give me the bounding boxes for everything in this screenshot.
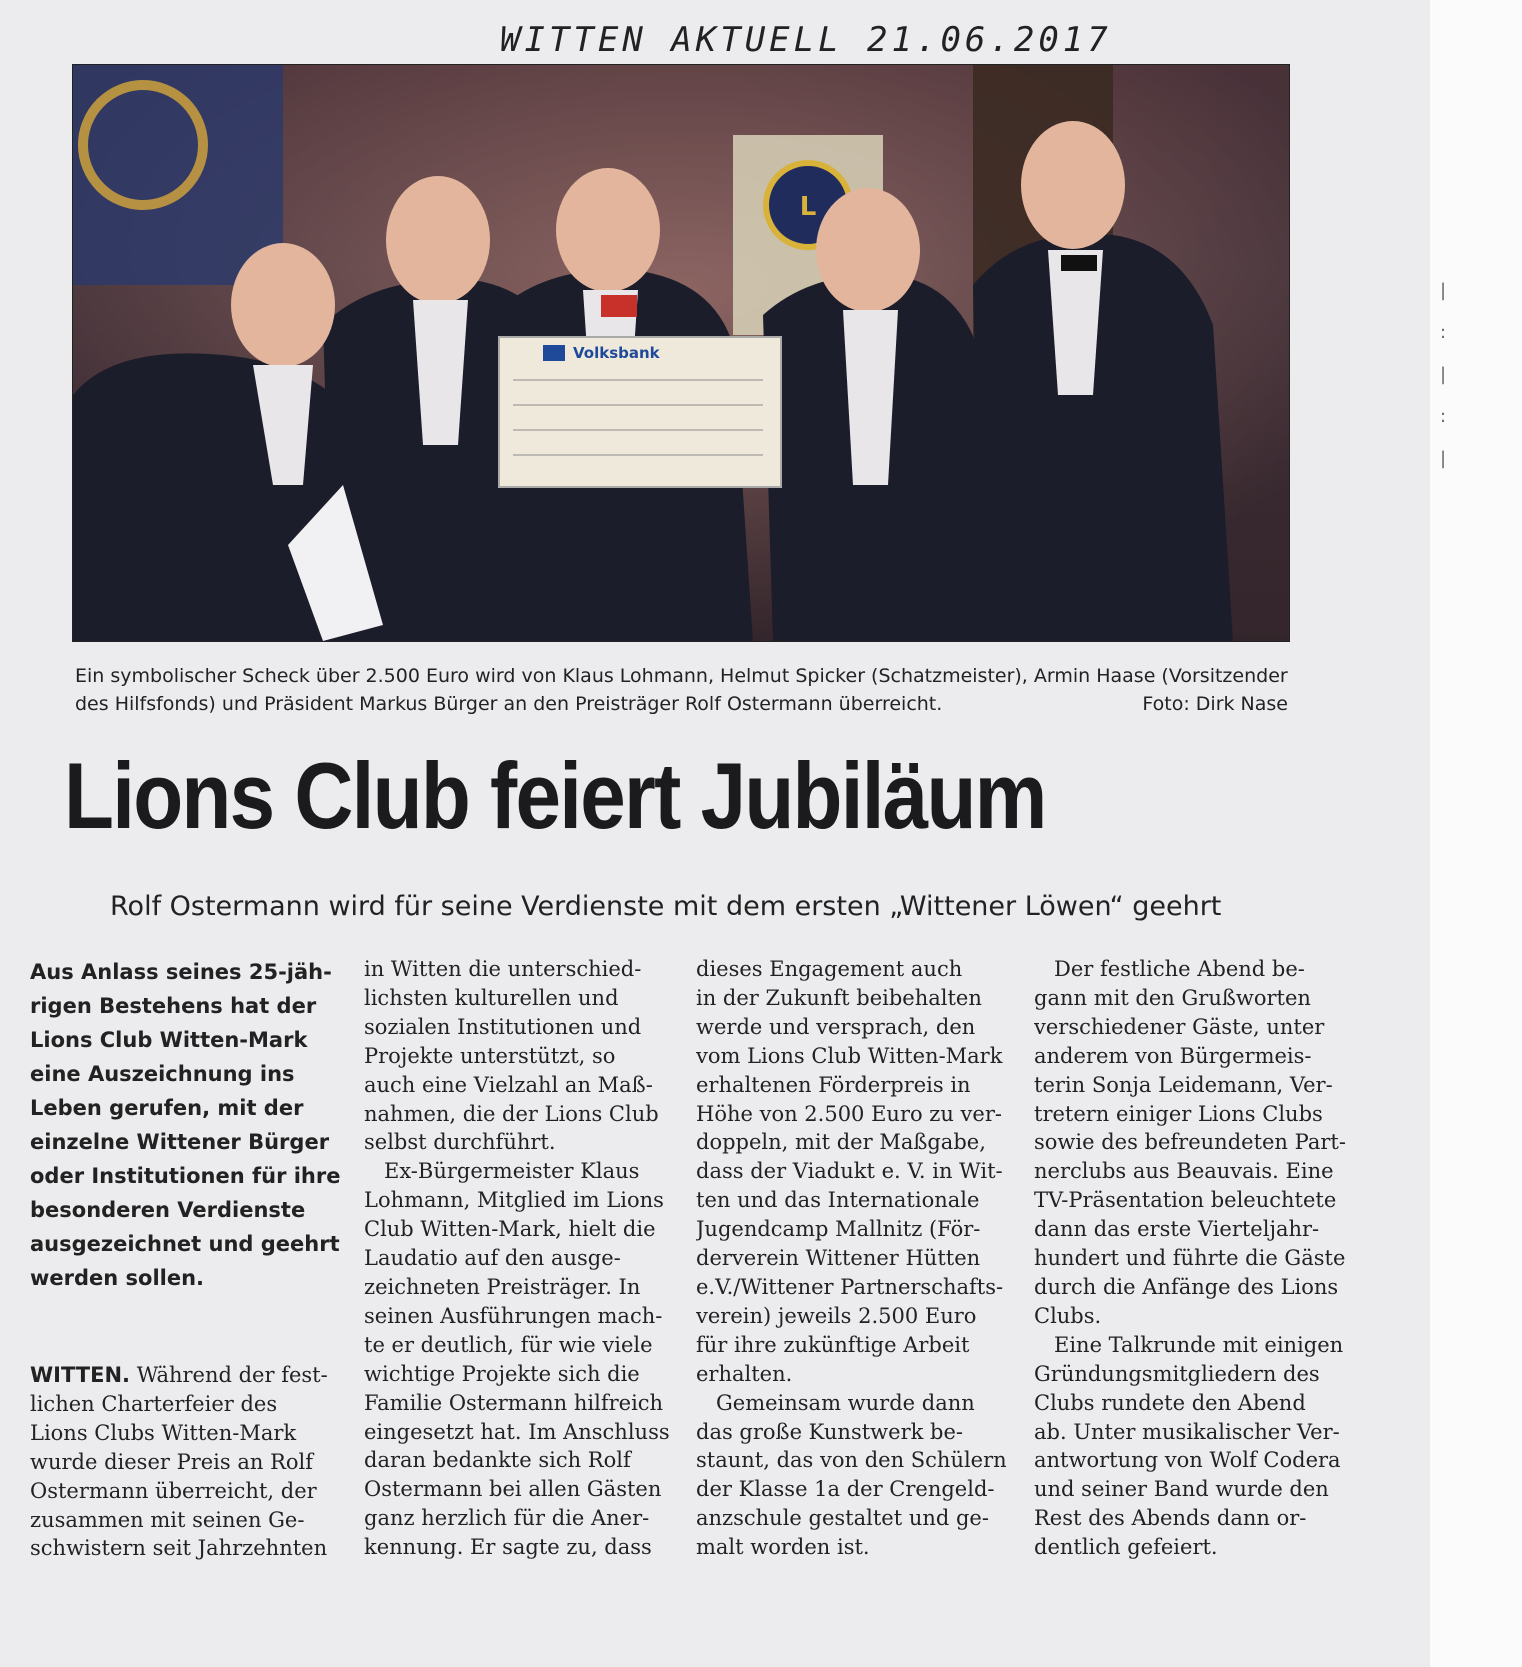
- subheadline: Rolf Ostermann wird für seine Verdienste mit dem ersten „Wittener Löwen“ geehrt: [110, 891, 1222, 922]
- photo-illustration: [73, 65, 1289, 641]
- body-paragraph-2: in Witten die unterschied- lichsten kulturellen und sozialen Institutionen und Projekte unterstützt, so auch eine Vielzahl an Maß- nahmen, die der Lions Club selbst durchführt.: [364, 957, 659, 1155]
- body-paragraph-3: Ex-Bürgermeister Klaus Lohmann, Mitglied im Lions Club Witten-Mark, hielt die Laudatio auf den ausge- zeichneten Preisträger. In seinen Ausführungen mach- te er deutlich, für wie viele wichtige Projekte sich die Familie Ostermann hilfreich eingesetzt hat. Im Anschluss daran bedankte sich Rolf Ostermann bei allen Gästen ganz herzlich für die Aner- kennung. Er sagte zu, dass: [364, 1159, 670, 1560]
- body-paragraph-6: Der festliche Abend be- gann mit den Grußworten verschiedener Gäste, unter anderem von Bürgermeis- terin Sonja Leidemann, Ver- tretern einiger Lions Clubs sowie des befreundeten Part- nerclubs aus Beauvais. Eine TV-Präsentation beleuchtete dann das erste Vierteljahr- hundert und führte die Gäste durch die Anfänge des Lions Clubs.: [1034, 957, 1346, 1328]
- photo-credit: Foto: Dirk Nase: [1142, 693, 1288, 715]
- caption-text: Ein symbolischer Scheck über 2.500 Euro wird von Klaus Lohmann, Helmut Spicker (Schatzmeister), Armin Haase (Vorsitzender des Hilfsfonds) und Präsident Markus Bürger an den Preisträger Rolf Ostermann überreicht.: [75, 665, 1288, 715]
- article-photo: [72, 64, 1290, 642]
- lead-paragraph: Aus Anlass seines 25-jäh- rigen Bestehens hat der Lions Club Witten-Mark eine Auszeichnung ins Leben gerufen, mit der einzelne Wittener Bürger oder Institutionen für ihre besonderen Verdienste ausgezeichnet und geehrt werden sollen.: [30, 960, 341, 1290]
- body-text-1: Während der fest- lichen Charterfeier des Lions Clubs Witten-Mark wurde dieser Preis an Rolf Ostermann überreicht, der zusammen mit seinen Ge- schwistern seit Jahrzehnten: [30, 1363, 328, 1561]
- photo-caption: [75, 662, 1288, 718]
- svg-text:L: L: [799, 192, 817, 222]
- adjacent-page-marks: | : | : |: [1440, 280, 1447, 469]
- black-bowtie: [1061, 255, 1097, 271]
- column-4: [1034, 955, 1354, 1655]
- column-1: [30, 955, 350, 1655]
- body-paragraph-5: Gemeinsam wurde dann das große Kunstwerk be- staunt, das von den Schülern der Klasse 1a der Crengeld- anzschule gestaltet und ge- malt worden ist.: [696, 1390, 1007, 1560]
- dateline: WITTEN.: [30, 1363, 131, 1387]
- red-bowtie: [601, 295, 637, 317]
- body-paragraph-1: [30, 1361, 350, 1563]
- body-paragraph-4: dieses Engagement auch in der Zukunft beibehalten werde und versprach, den vom Lions Club Witten-Mark erhaltenen Förderpreis in Höhe von 2.500 Euro zu ver- doppeln, mit der Maßgabe, dass der Viadukt e. V. in Wit- ten und das Internationale Jugendcamp Mallnitz (För- derverein Wittener Hütten e.V./Wittener Partnerschafts- verein) jeweils 2.500 Euro für ihre zukünftige Arbeit erhalten.: [696, 957, 1004, 1386]
- handwritten-source-note: WITTEN AKTUELL 21.06.2017: [500, 20, 1112, 60]
- scan-margin: [1430, 0, 1522, 1667]
- symbolic-cheque: [499, 337, 781, 487]
- column-3: [696, 955, 1014, 1655]
- svg-text:Volksbank: Volksbank: [573, 344, 660, 362]
- body-paragraph-7: Eine Talkrunde mit einigen Gründungsmitgliedern des Clubs rundete den Abend ab. Unter musikalischer Ver- antwortung von Wolf Codera und seiner Band wurde den Rest des Abends dann or- dentlich gefeiert.: [1034, 1332, 1344, 1560]
- headline: Lions Club feiert Jubiläum: [64, 743, 1046, 848]
- column-2: [364, 955, 682, 1655]
